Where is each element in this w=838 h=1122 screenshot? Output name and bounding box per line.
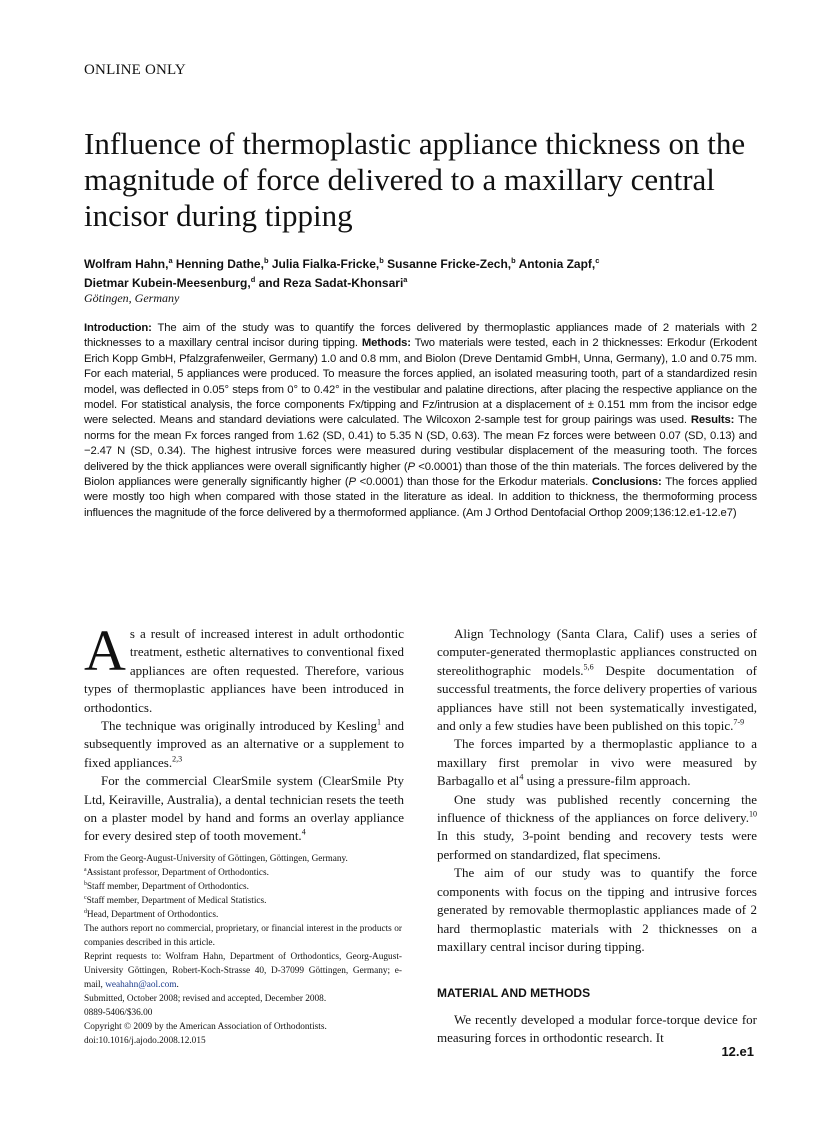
- section-label: Methods:: [361, 337, 411, 350]
- affiliation-marker: a: [168, 256, 173, 265]
- author-name: Henning Dathe,: [172, 257, 264, 271]
- text-run: The technique was originally introduced by Kesling: [101, 718, 377, 734]
- footnote-role: [84, 908, 402, 922]
- body-paragraph: [84, 618, 404, 717]
- text-run: We recently developed a modular force-torque device for measuring forces in orthodontic research. It: [437, 1011, 757, 1046]
- affiliation-marker: d: [250, 275, 256, 284]
- role-text: Assistant professor, Department of Orthodontics.: [86, 868, 269, 878]
- role-text: Staff member, Department of Orthodontics.: [86, 882, 249, 892]
- text-run: using a pressure-film approach.: [523, 773, 691, 789]
- footnote-submitted: Submitted, October 2008; revised and accepted, December 2008.: [84, 994, 327, 1004]
- author-name: and Reza Sadat-Khonsari: [255, 276, 404, 290]
- affiliation-marker: a: [84, 866, 87, 873]
- text-run: In this study, 3-point bending and recovery tests were performed on standardized, flat specimens.: [437, 828, 757, 862]
- footnote-doi: doi:10.1016/j.ajodo.2008.12.015: [84, 1036, 206, 1046]
- section-label: Introduction:: [84, 322, 152, 334]
- affiliation-marker: b: [379, 256, 384, 265]
- drop-cap: A: [84, 618, 126, 683]
- author-name: Dietmar Kubein-Meesenburg,: [84, 276, 251, 290]
- footnote-role: [84, 880, 402, 894]
- role-text: Staff member, Department of Medical Statistics.: [86, 896, 267, 906]
- author-name: Julia Fialka-Fricke,: [268, 257, 380, 271]
- footnote-copyright: Copyright © 2009 by the American Association of Orthodontists.: [84, 1022, 327, 1032]
- citation-superscript: 2,3: [172, 754, 183, 764]
- section-label: Conclusions:: [591, 476, 662, 489]
- text-run: and subsequently improved as an alternative or a supplement to fixed appliances.: [84, 718, 404, 770]
- footnotes: [84, 852, 402, 1048]
- body-paragraph: [437, 1011, 757, 1048]
- text-run: Two materials were tested, each in 2 thicknesses: Erkodur (Erkodent Erich Kopp GmbH, Pfalzgrafenweiler, Germany) 1.0 and 0.8 mm, and Biolon (Dreve Dentamid GmbH, Unna, Germany), 1.0 and 0.75 mm. For each material, 5 appliances were produced. To measure the forces applied, an isolated measuring tooth, part of a standardized resin model, was deflected in 0.05° steps from 0° to 0.42° in the vestibular and palatine directions, after placing the respective appliance on the model. For statistical analysis, the force components Fx/tipping and Fz/intrusion at a displacement of ± 0.151 mm from the incisor edge were selected. Means and standard deviations were calculated. The Wilcoxon 2-sample test for group pairings was used.: [84, 337, 757, 427]
- affiliation-marker: d: [84, 908, 87, 915]
- page-number: 12.e1: [721, 1044, 754, 1059]
- section-heading: MATERIAL AND METHODS: [437, 986, 591, 1001]
- article-title: Influence of thermoplastic appliance thickness on the magnitude of force delivered to a maxillary central incisor during tipping: [84, 126, 746, 233]
- body-paragraph: [84, 717, 404, 772]
- footnote-disclosure: The authors report no commercial, proprietary, or financial interest in the products or companies described in this article.: [84, 924, 402, 948]
- left-column: [84, 618, 404, 846]
- online-only-label: ONLINE ONLY: [84, 62, 186, 78]
- abstract: [84, 321, 757, 521]
- section-label: Results:: [690, 414, 735, 427]
- text-run: The aim of our study was to quantify the force components with focus on the tipping and intrusive forces generated by removable thermoplastic appliances made of 2 hard thermoplastic materials with 2 thicknesses on a maxillary central incisor during tipping.: [437, 865, 757, 954]
- author-name: Wolfram Hahn,: [84, 257, 169, 271]
- text-run: The forces imparted by a thermoplastic appliance to a maxillary first premolar in vivo were measured by Barbagallo et al: [437, 736, 757, 789]
- italic-text: P: [348, 476, 356, 489]
- footnote-affiliation: From the Georg-August-University of Göttingen, Göttingen, Germany.: [84, 854, 348, 864]
- text-run: s a result of increased interest in adult orthodontic treatment, esthetic alternatives to conventional fixed appliances are often requested. Therefore, various types of thermoplastic appliances have been introduced in orthodontics.: [84, 626, 404, 715]
- text-run: <0.0001) than those for the Erkodur materials.: [355, 476, 592, 489]
- italic-text: P: [407, 460, 415, 473]
- text-run: Align Technology (Santa Clara, Calif) uses a series of computer-generated thermoplastic appliances constructed on stereolithographic models.: [437, 626, 757, 678]
- affiliation-marker: b: [511, 256, 516, 265]
- citation-superscript: 5,6: [583, 662, 594, 672]
- footnote-role: [84, 894, 402, 908]
- affiliation-marker: c: [595, 256, 600, 265]
- author-list: [84, 255, 764, 293]
- text-run: Despite documentation of successful treatments, the force delivery properties of various appliances have still not been systematically investigated, and only a few studies have been published on this topic.: [437, 662, 757, 734]
- affiliation-marker: b: [84, 880, 87, 887]
- footnote-role: [84, 866, 402, 880]
- author-location: Götingen, Germany: [84, 291, 180, 305]
- right-column: [437, 625, 757, 1048]
- citation-superscript: 1: [376, 717, 381, 727]
- affiliation-marker: c: [84, 894, 87, 901]
- body-paragraph: [437, 864, 757, 956]
- affiliation-marker: a: [403, 275, 408, 284]
- text-run: For the commercial ClearSmile system (ClearSmile Pty Ltd, Keiraville, Australia), a dental technician resets the teeth on a plaster model by hand and forms an overlay appliance for every desired step of tooth movement.: [84, 773, 404, 844]
- text-run: <0.0001) than those of the thin materials. The forces delivered by the Biolon appliances were generally significantly higher (: [84, 460, 757, 489]
- author-name: Antonia Zapf,: [515, 257, 596, 271]
- affiliation-marker: b: [263, 256, 269, 265]
- body-paragraph: [84, 772, 404, 846]
- email-link[interactable]: weahahn@aol.com: [105, 980, 177, 990]
- author-name: Susanne Fricke-Zech,: [383, 257, 512, 271]
- body-paragraph: [437, 735, 757, 790]
- text-run: The norms for the mean Fx forces ranged from 1.62 (SD, 0.41) to 5.35 N (SD, 0.63). The mean Fz forces were between 0.07 (SD, 0.13) and −2.47 N (SD, 0.34). The highest intrusive forces were measured during vestibular displacement of the measuring tooth. The forces delivered by the thick appliances were overall significantly higher (: [84, 414, 757, 473]
- footnote-reprint: Reprint requests to: Wolfram Hahn, Department of Orthodontics, Georg-August-University Göttingen, Robert-Koch-Strasse 40, D-37099 Göttingen, Germany; e-mail, weahahn@aol.com.: [84, 952, 402, 990]
- text-run: One study was published recently concerning the influence of thickness of the appliances on force delivery.: [437, 791, 757, 826]
- citation-superscript: 10: [748, 809, 757, 819]
- text-run: The aim of the study was to quantify the forces delivered by thermoplastic appliances made of 2 materials with 2 thicknesses to a maxillary central incisor during tipping.: [84, 322, 757, 350]
- text-run: The forces applied were mostly too high when compared with those stated in the literature as ideal. In addition to thickness, the thermoforming process influences the magnitude of the force delivered by a thermoformed appliance. (Am J Orthod Dentofacial Orthop 2009;136:12.e1-12.e7): [84, 476, 758, 519]
- citation-superscript: 4: [519, 772, 524, 782]
- body-paragraph: [437, 791, 757, 865]
- footnote-issn: 0889-5406/$36.00: [84, 1008, 153, 1018]
- body-paragraph: [437, 625, 757, 735]
- reprint-text: Reprint requests to: Wolfram Hahn, Department of Orthodontics, Georg-August-University Göttingen, Robert-Koch-Strasse 40, D-37099 Göttingen, Germany; e-mail,: [84, 952, 402, 990]
- citation-superscript: 4: [301, 828, 306, 838]
- citation-superscript: 7-9: [733, 717, 745, 727]
- role-text: Head, Department of Orthodontics.: [86, 910, 219, 920]
